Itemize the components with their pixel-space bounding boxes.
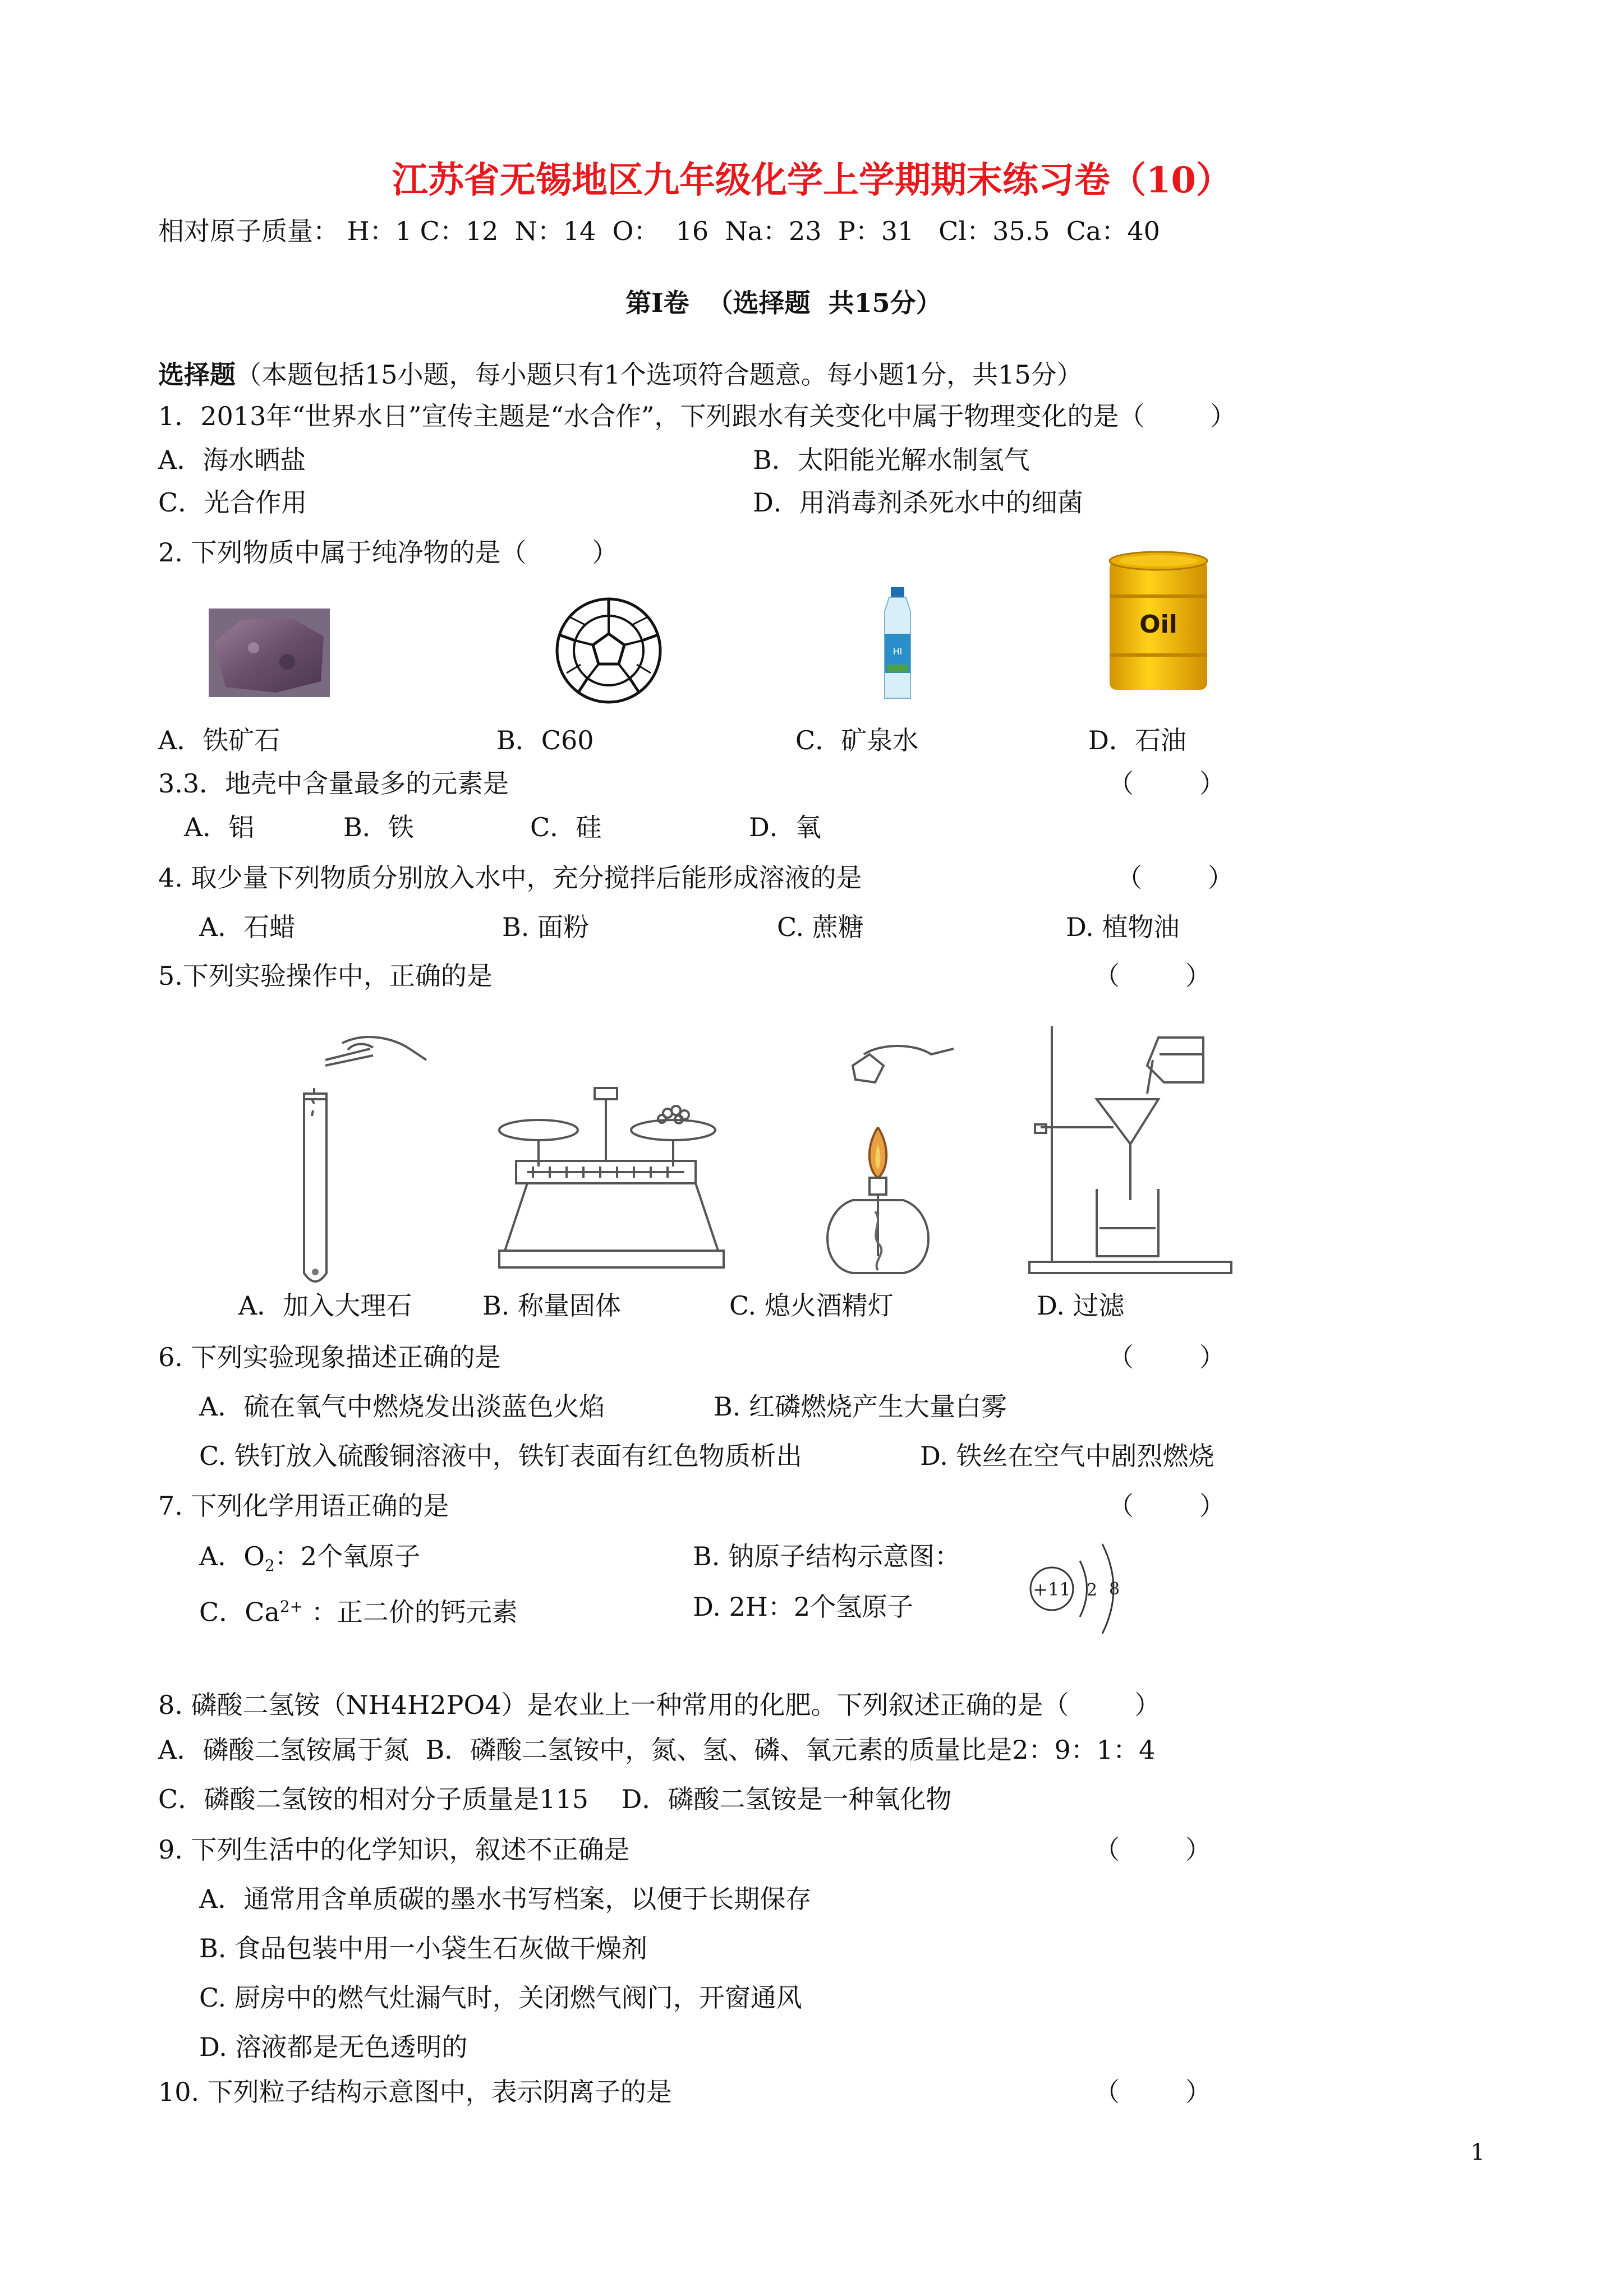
q7-paren: （ ） — [1108, 1491, 1225, 1521]
q7-a-subscript: 2 — [264, 1556, 275, 1575]
iron-ore-image — [209, 608, 330, 697]
q1-option-a: A．海水晒盐 — [158, 445, 306, 475]
oil-barrel-image — [1105, 550, 1212, 701]
sodium-atom-diagram — [1024, 1536, 1130, 1642]
q2-option-c: C．矿泉水 — [795, 725, 919, 755]
q6-option-a: A．硫在氧气中燃烧发出淡蓝色火焰 — [199, 1391, 605, 1422]
adding-marble-figure — [241, 1026, 443, 1295]
q4-stem: 4. 取少量下列物质分别放入水中，充分搅拌后能形成溶液的是 — [158, 863, 862, 893]
q5-option-d: D. 过滤 — [1037, 1290, 1125, 1321]
q9-option-d: D. 溶液都是无色透明的 — [199, 2032, 468, 2062]
q5-option-c: C. 熄火酒精灯 — [729, 1290, 894, 1321]
q7-option-a — [199, 1539, 420, 1583]
q8-options-ab: A．磷酸二氢铵属于氮 B．磷酸二氢铵中，氮、氢、磷、氧元素的质量比是2：9：1：4 — [158, 1735, 1156, 1765]
q7-stem: 7. 下列化学用语正确的是 — [158, 1491, 449, 1521]
q9-stem: 9. 下列生活中的化学知识，叙述不正确是 — [158, 1834, 630, 1865]
q9-paren: （ ） — [1094, 1834, 1211, 1865]
q7-a-symbol: A．O — [199, 1541, 265, 1571]
q7-a-text: ：2个氧原子 — [274, 1541, 421, 1571]
q8-stem: 8. 磷酸二氢铵（NH4H2PO4）是农业上一种常用的化肥。下列叙述正确的是（ ） — [158, 1690, 1161, 1720]
shell-1-electrons: 2 — [1087, 1580, 1098, 1600]
q4-option-d: D. 植物油 — [1066, 912, 1180, 942]
mineral-water-image — [872, 586, 923, 704]
q5-option-a: A．加入大理石 — [238, 1290, 412, 1321]
q7-option-d: D. 2H：2个氢原子 — [693, 1592, 914, 1622]
q8-options-cd: C．磷酸二氢铵的相对分子质量是115 D．磷酸二氢铵是一种氧化物 — [158, 1784, 952, 1814]
q3-option-a: A．铝 — [184, 812, 255, 842]
q7-option-c — [199, 1590, 518, 1629]
q6-stem: 6. 下列实验现象描述正确的是 — [158, 1342, 501, 1372]
q2-option-b: B．C60 — [496, 725, 594, 755]
q3-paren: （ ） — [1108, 768, 1225, 799]
q9-option-b: B. 食品包装中用一小袋生石灰做干燥剂 — [199, 1933, 648, 1963]
q5-paren: （ ） — [1094, 961, 1211, 991]
svg-text:HI: HI — [892, 646, 903, 657]
q2-option-a: A．铁矿石 — [158, 725, 280, 755]
q7-c-symbol: C．Ca — [199, 1597, 280, 1628]
q4-option-b: B. 面粉 — [502, 912, 590, 942]
nucleus-charge: +11 — [1033, 1579, 1071, 1600]
q6-option-d: D. 铁丝在空气中剧烈燃烧 — [920, 1441, 1214, 1471]
q10-paren: （ ） — [1094, 2077, 1211, 2107]
page-number: 1 — [1470, 2140, 1485, 2165]
q4-paren: （ ） — [1116, 863, 1234, 893]
q5-option-b: B. 称量固体 — [482, 1290, 622, 1321]
q6-option-c: C. 铁钉放入硫酸铜溶液中，铁钉表面有红色物质析出 — [199, 1441, 802, 1471]
q5-stem: 5.下列实验操作中，正确的是 — [158, 961, 493, 991]
section-heading: 第Ⅰ卷 （选择题 共15分） — [625, 288, 942, 318]
q7-option-b: B. 钠原子结构示意图： — [693, 1541, 961, 1571]
q2-stem: 2. 下列物质中属于纯净物的是（ ） — [158, 537, 618, 568]
q7-c-text: ：正二价的钙元素 — [303, 1597, 518, 1628]
atomic-mass-line: 相对原子质量： H：1 C：12 N：14 O： 16 Na：23 P：31 Cl：35.5 Ca：40 — [158, 216, 1160, 246]
q4-option-a: A．石蜡 — [199, 912, 296, 942]
shell-2-electrons: 8 — [1109, 1579, 1120, 1599]
alcohol-lamp-figure — [785, 1032, 970, 1290]
instruction-line — [158, 358, 1083, 391]
q4-option-c: C. 蔗糖 — [777, 912, 864, 942]
balance-scale-figure — [494, 1082, 729, 1284]
q6-paren: （ ） — [1108, 1342, 1225, 1372]
q3-option-c: C．硅 — [530, 812, 602, 842]
q3-stem: 3.3．地壳中含量最多的元素是 — [158, 768, 509, 799]
q2-option-d: D．石油 — [1088, 725, 1186, 755]
q9-option-c: C. 厨房中的燃气灶漏气时，关闭燃气阀门，开窗通风 — [199, 1983, 802, 2013]
q10-stem: 10. 下列粒子结构示意图中，表示阴离子的是 — [158, 2077, 672, 2107]
oil-label: Oil — [1139, 610, 1177, 639]
page-title: 江苏省无锡地区九年级化学上学期期末练习卷（10） — [392, 159, 1232, 201]
instruction-text: （本题包括15小题，每小题只有1个选项符合题意。每小题1分，共15分） — [236, 359, 1083, 390]
q7-c-superscript: 2+ — [279, 1597, 303, 1616]
q1-option-d: D．用消毒剂杀死水中的细菌 — [753, 487, 1083, 518]
c60-molecule-image — [553, 594, 665, 707]
filtration-figure — [1013, 1015, 1248, 1279]
q3-option-d: D．氧 — [749, 812, 821, 842]
q1-option-c: C．光合作用 — [158, 487, 307, 518]
q3-option-b: B．铁 — [343, 812, 414, 842]
q9-option-a: A．通常用含单质碳的墨水书写档案，以便于长期保存 — [199, 1884, 812, 1914]
q6-option-b: B. 红磷燃烧产生大量白雾 — [714, 1391, 1007, 1422]
q1-stem: 1．2013年“世界水日”宣传主题是“水合作”，下列跟水有关变化中属于物理变化的是（ ） — [158, 401, 1236, 431]
instruction-label: 选择题 — [158, 359, 236, 390]
q1-option-b: B．太阳能光解水制氢气 — [753, 445, 1030, 475]
